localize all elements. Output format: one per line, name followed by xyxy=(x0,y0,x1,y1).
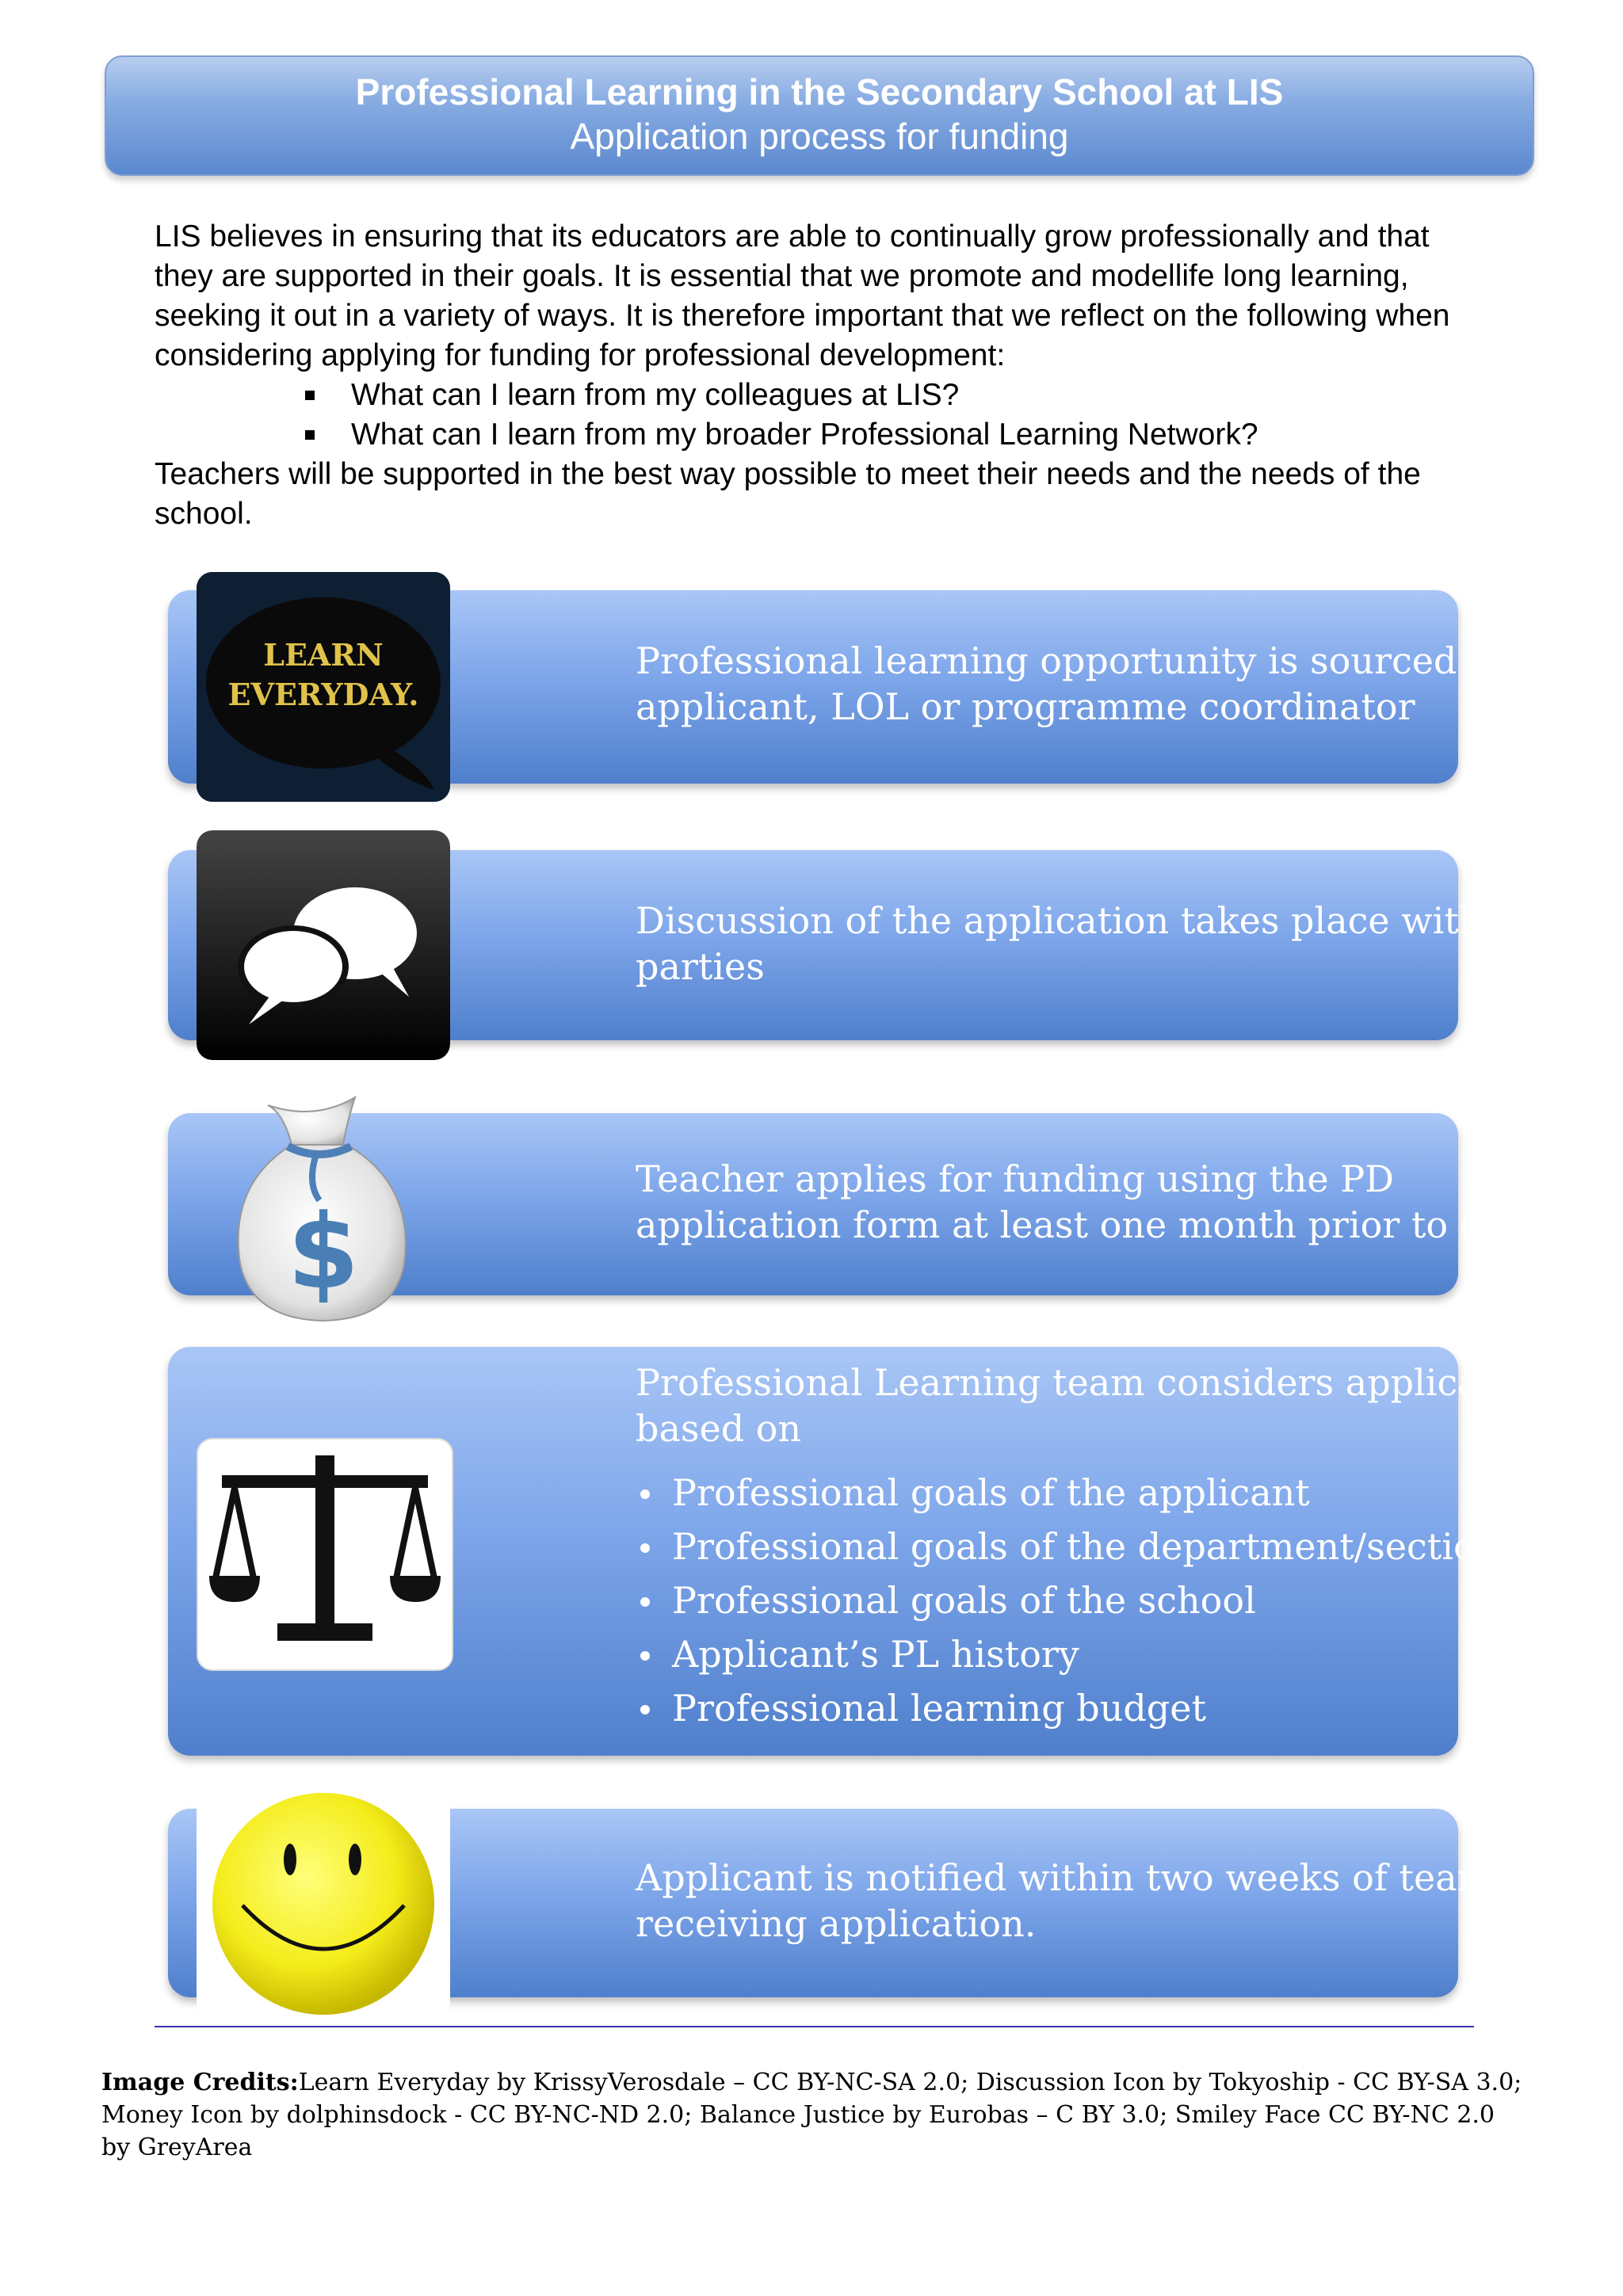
step-3-text: Teacher applies for funding using the PD application form at least one month prior to event. xyxy=(636,1158,1573,1246)
step-5-text: Applicant is notified within two weeks of team receiving application. xyxy=(636,1856,1492,1945)
square-bullet-icon xyxy=(305,430,315,440)
reflection-question: What can I learn from my colleagues at LIS? xyxy=(155,376,1470,415)
intro-section xyxy=(155,217,1470,534)
title-banner xyxy=(105,55,1534,176)
criteria-item: Professional goals of the school xyxy=(636,1573,1610,1627)
reflection-questions xyxy=(155,376,1470,455)
criteria-item: Professional goals of the applicant xyxy=(636,1466,1610,1520)
criteria-item: Applicant’s PL history xyxy=(636,1627,1610,1681)
svg-text:$: $ xyxy=(287,1192,360,1312)
page-title: Professional Learning in the Secondary School at LIS xyxy=(355,71,1284,113)
discussion-icon xyxy=(197,830,450,1060)
balance-scale-icon xyxy=(197,1438,453,1671)
everyday-word: EVERYDAY. xyxy=(227,677,419,712)
money-bag-icon xyxy=(197,1089,450,1327)
learn-word: LEARN xyxy=(263,637,384,673)
intro-paragraph: LIS believes in ensuring that its educators are able to continually grow professionally and that they are supported in their goals. It is essential that we promote and modellife long learning, seeking it out in a variety of ways. It is therefore important that we reflect on the following when considering applying for funding for professional development: xyxy=(155,219,1450,372)
divider xyxy=(155,2026,1474,2027)
criteria-item: Professional learning budget xyxy=(636,1681,1610,1735)
step-4-text: Professional Learning team considers application based on xyxy=(636,1361,1552,1450)
step-2-text: Discussion of the application takes place with above parties xyxy=(636,899,1603,988)
step-1-text: Professional learning opportunity is sourced by applicant, LOL or programme coordinator xyxy=(636,639,1513,728)
image-credits xyxy=(101,2066,1528,2164)
criteria-item: Professional goals of the department/section xyxy=(636,1520,1610,1573)
page-subtitle: Application process for funding xyxy=(570,116,1069,157)
reflection-question: What can I learn from my broader Professional Learning Network? xyxy=(155,415,1470,455)
intro-closing: Teachers will be supported in the best way possible to meet their needs and the needs of the school. xyxy=(155,457,1421,531)
credits-label: Image Credits: xyxy=(101,2069,299,2096)
criteria-list xyxy=(636,1466,1610,1735)
square-bullet-icon xyxy=(305,391,315,400)
learn-everyday-icon xyxy=(197,572,450,802)
smiley-face-icon xyxy=(197,1787,450,2018)
credits-text: Learn Everyday by KrissyVerosdale – CC BY-NC-SA 2.0; Discussion Icon by Tokyoship - CC BY-SA 3.0; Money Icon by dolphinsdock - CC BY-NC-ND 2.0; Balance Justice by Eurobas – C BY 3.0; Smiley Face CC BY-NC 2.0 by GreyArea xyxy=(101,2069,1522,2161)
